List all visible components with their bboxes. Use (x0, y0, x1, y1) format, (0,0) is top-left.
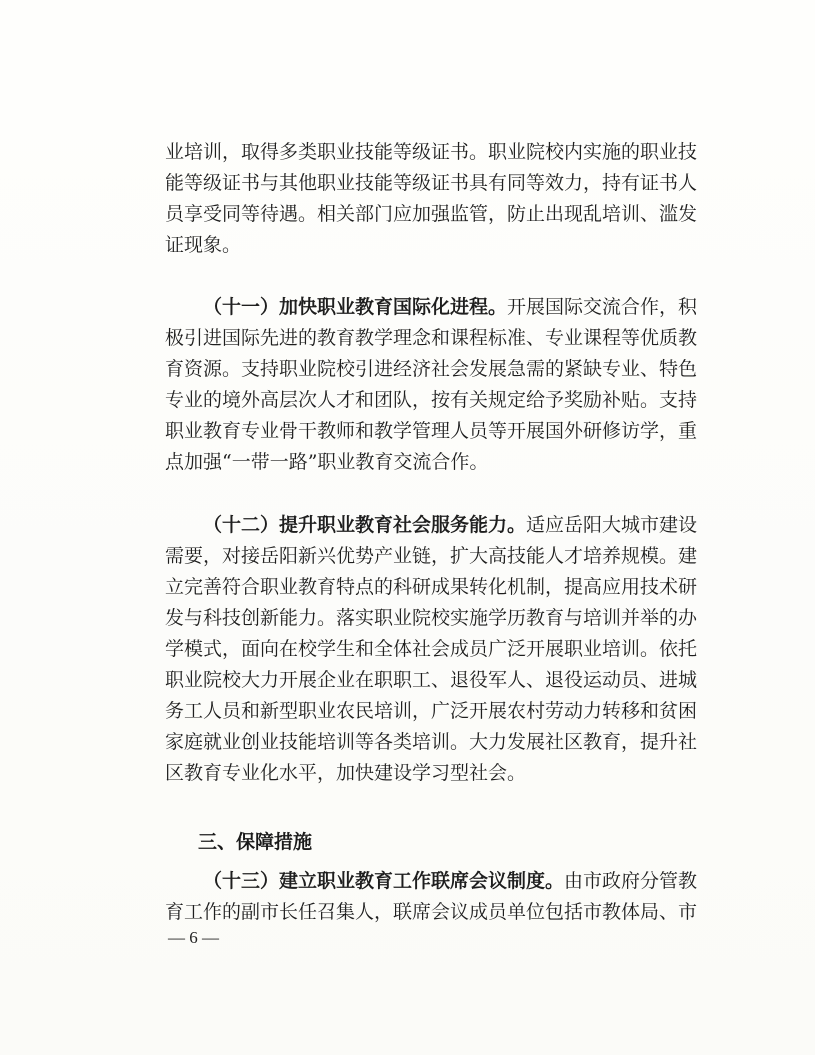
clause-title: （十二）提升职业教育社会服务能力。 (203, 514, 527, 536)
paragraph-first-line (165, 866, 698, 897)
paragraph-line: 需要，对接岳阳新兴优势产业链，扩大高技能人才培养规模。建 (165, 545, 698, 567)
paragraph-first-line (165, 510, 698, 541)
paragraph-line: 立完善符合职业教育特点的科研成果转化机制，提高应用技术研 (165, 576, 698, 598)
paragraph-first-line (165, 292, 698, 323)
paragraph-text: 开展国际交流合作，积 (507, 296, 698, 318)
paragraph-line: 点加强“一带一路”职业教育交流合作。 (165, 451, 489, 473)
clause-title: （十一）加快职业教育国际化进程。 (203, 296, 508, 318)
paragraph-line: 职业院校大力开展企业在职职工、退役军人、退役运动员、进城 (165, 669, 698, 691)
paragraph-text: 由市政府分管教 (564, 870, 698, 892)
paragraph-line: 员享受同等待遇。相关部门应加强监管，防止出现乱培训、滥发 (165, 203, 698, 225)
page-number: — 6 — (168, 928, 219, 947)
paragraph-line: 专业的境外高层次人才和团队，按有关规定给予奖励补贴。支持 (165, 389, 698, 411)
paragraph-text: 适应岳阳大城市建设 (526, 514, 698, 536)
paragraph-line: 发与科技创新能力。落实职业院校实施学历教育与培训并举的办 (165, 607, 698, 629)
paragraph-line: 学模式，面向在校学生和全体社会成员广泛开展职业培训。依托 (165, 638, 698, 660)
paragraph-line: 职业教育专业骨干教师和教学管理人员等开展国外研修访学，重 (165, 420, 698, 442)
paragraph-3 (165, 510, 698, 789)
paragraph-line: 务工人员和新型职业农民培训，广泛开展农村劳动力转移和贫困 (165, 700, 698, 722)
paragraph-4 (165, 866, 698, 928)
paragraph-line: 区教育专业化水平，加快建设学习型社会。 (165, 762, 527, 784)
paragraph-line: 能等级证书与其他职业技能等级证书具有同等效力，持有证书人 (165, 172, 698, 194)
paragraph-2 (165, 292, 698, 478)
paragraph-line: 育资源。支持职业院校引进经济社会发展急需的紧缺专业、特色 (165, 358, 698, 380)
paragraph-line: 极引进国际先进的教育教学理念和课程标准、专业课程等优质教 (165, 327, 698, 349)
paragraph-line: 证现象。 (165, 234, 242, 256)
section-heading: 三、保障措施 (198, 831, 313, 853)
paragraph-line: 育工作的副市长任召集人，联席会议成员单位包括市教体局、市 (165, 901, 698, 923)
paragraph-1 (165, 137, 698, 261)
paragraph-line: 家庭就业创业技能培训等各类培训。大力发展社区教育，提升社 (165, 731, 698, 753)
paragraph-line: 业培训，取得多类职业技能等级证书。职业院校内实施的职业技 (165, 141, 698, 163)
clause-title: （十三）建立职业教育工作联席会议制度。 (203, 870, 565, 892)
